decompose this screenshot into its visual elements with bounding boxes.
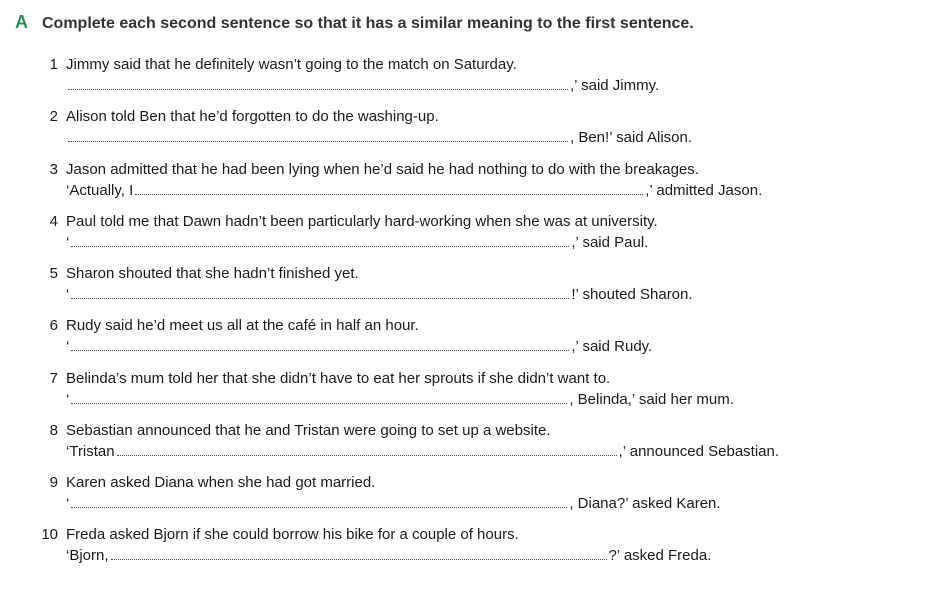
item-sentence: Sharon shouted that she hadn’t finished yet. [66,265,359,282]
item-sentence: Freda asked Bjorn if she could borrow his bike for a couple of hours. [66,526,519,543]
item-sentence: Paul told me that Dawn hadn’t been particularly hard-working when she was at university. [66,213,658,230]
answer-prefix: ‘Tristan [66,443,115,460]
answer-blank[interactable] [71,297,569,299]
item-sentence: Jimmy said that he definitely wasn’t going to the match on Saturday. [66,56,517,73]
item-sentence: Sebastian announced that he and Tristan were going to set up a website. [66,422,551,439]
item-number: 5 [49,265,58,282]
answer-suffix: !’ shouted Sharon. [571,286,693,303]
item-number: 9 [49,474,58,491]
answer-suffix: , Ben!’ said Alison. [570,129,693,146]
item-number: 4 [49,213,58,230]
exercise-label: A [15,12,28,32]
answer-prefix: ‘Actually, I [66,182,134,199]
item-number: 6 [49,317,58,334]
answer-blank[interactable] [68,140,568,142]
answer-blank[interactable] [135,193,643,195]
answer-prefix: ‘Bjorn, [66,547,109,564]
item-sentence: Alison told Ben that he’d forgotten to do the washing-up. [66,108,439,125]
answer-prefix: ‘ [66,286,70,303]
answer-suffix: , Belinda,’ said her mum. [569,391,734,408]
item-number: 2 [49,108,58,125]
answer-suffix: ,’ announced Sebastian. [618,443,780,460]
answer-suffix: ,’ said Paul. [571,234,649,251]
item-number: 1 [49,56,58,73]
item-number: 7 [49,370,58,387]
exercise-header [15,12,694,33]
item-number: 10 [41,526,58,543]
answer-blank[interactable] [111,558,607,560]
answer-blank[interactable] [68,88,568,90]
answer-suffix: , Diana?’ asked Karen. [569,495,721,512]
item-sentence: Rudy said he’d meet us all at the café in half an hour. [66,317,419,334]
answer-blank[interactable] [71,402,567,404]
answer-blank[interactable] [71,245,569,247]
answer-prefix: ‘ [66,234,70,251]
answer-prefix: ‘ [66,495,70,512]
answer-blank[interactable] [117,454,617,456]
item-sentence: Belinda’s mum told her that she didn’t have to eat her sprouts if she didn’t want to. [66,370,611,387]
item-sentence: Jason admitted that he had been lying when he’d said he had nothing to do with the breakages. [66,161,699,178]
answer-suffix: ,’ admitted Jason. [645,182,763,199]
answer-suffix: ,’ said Rudy. [571,338,653,355]
answer-blank[interactable] [71,506,567,508]
answer-blank[interactable] [71,349,569,351]
answer-prefix: ‘ [66,338,70,355]
answer-suffix: ,’ said Jimmy. [570,77,660,94]
item-number: 3 [49,161,58,178]
item-number: 8 [49,422,58,439]
item-sentence: Karen asked Diana when she had got married. [66,474,376,491]
answer-prefix: ‘ [66,391,70,408]
answer-suffix: ?’ asked Freda. [608,547,712,564]
exercise-instruction: Complete each second sentence so that it has a similar meaning to the first sentence. [42,15,694,32]
